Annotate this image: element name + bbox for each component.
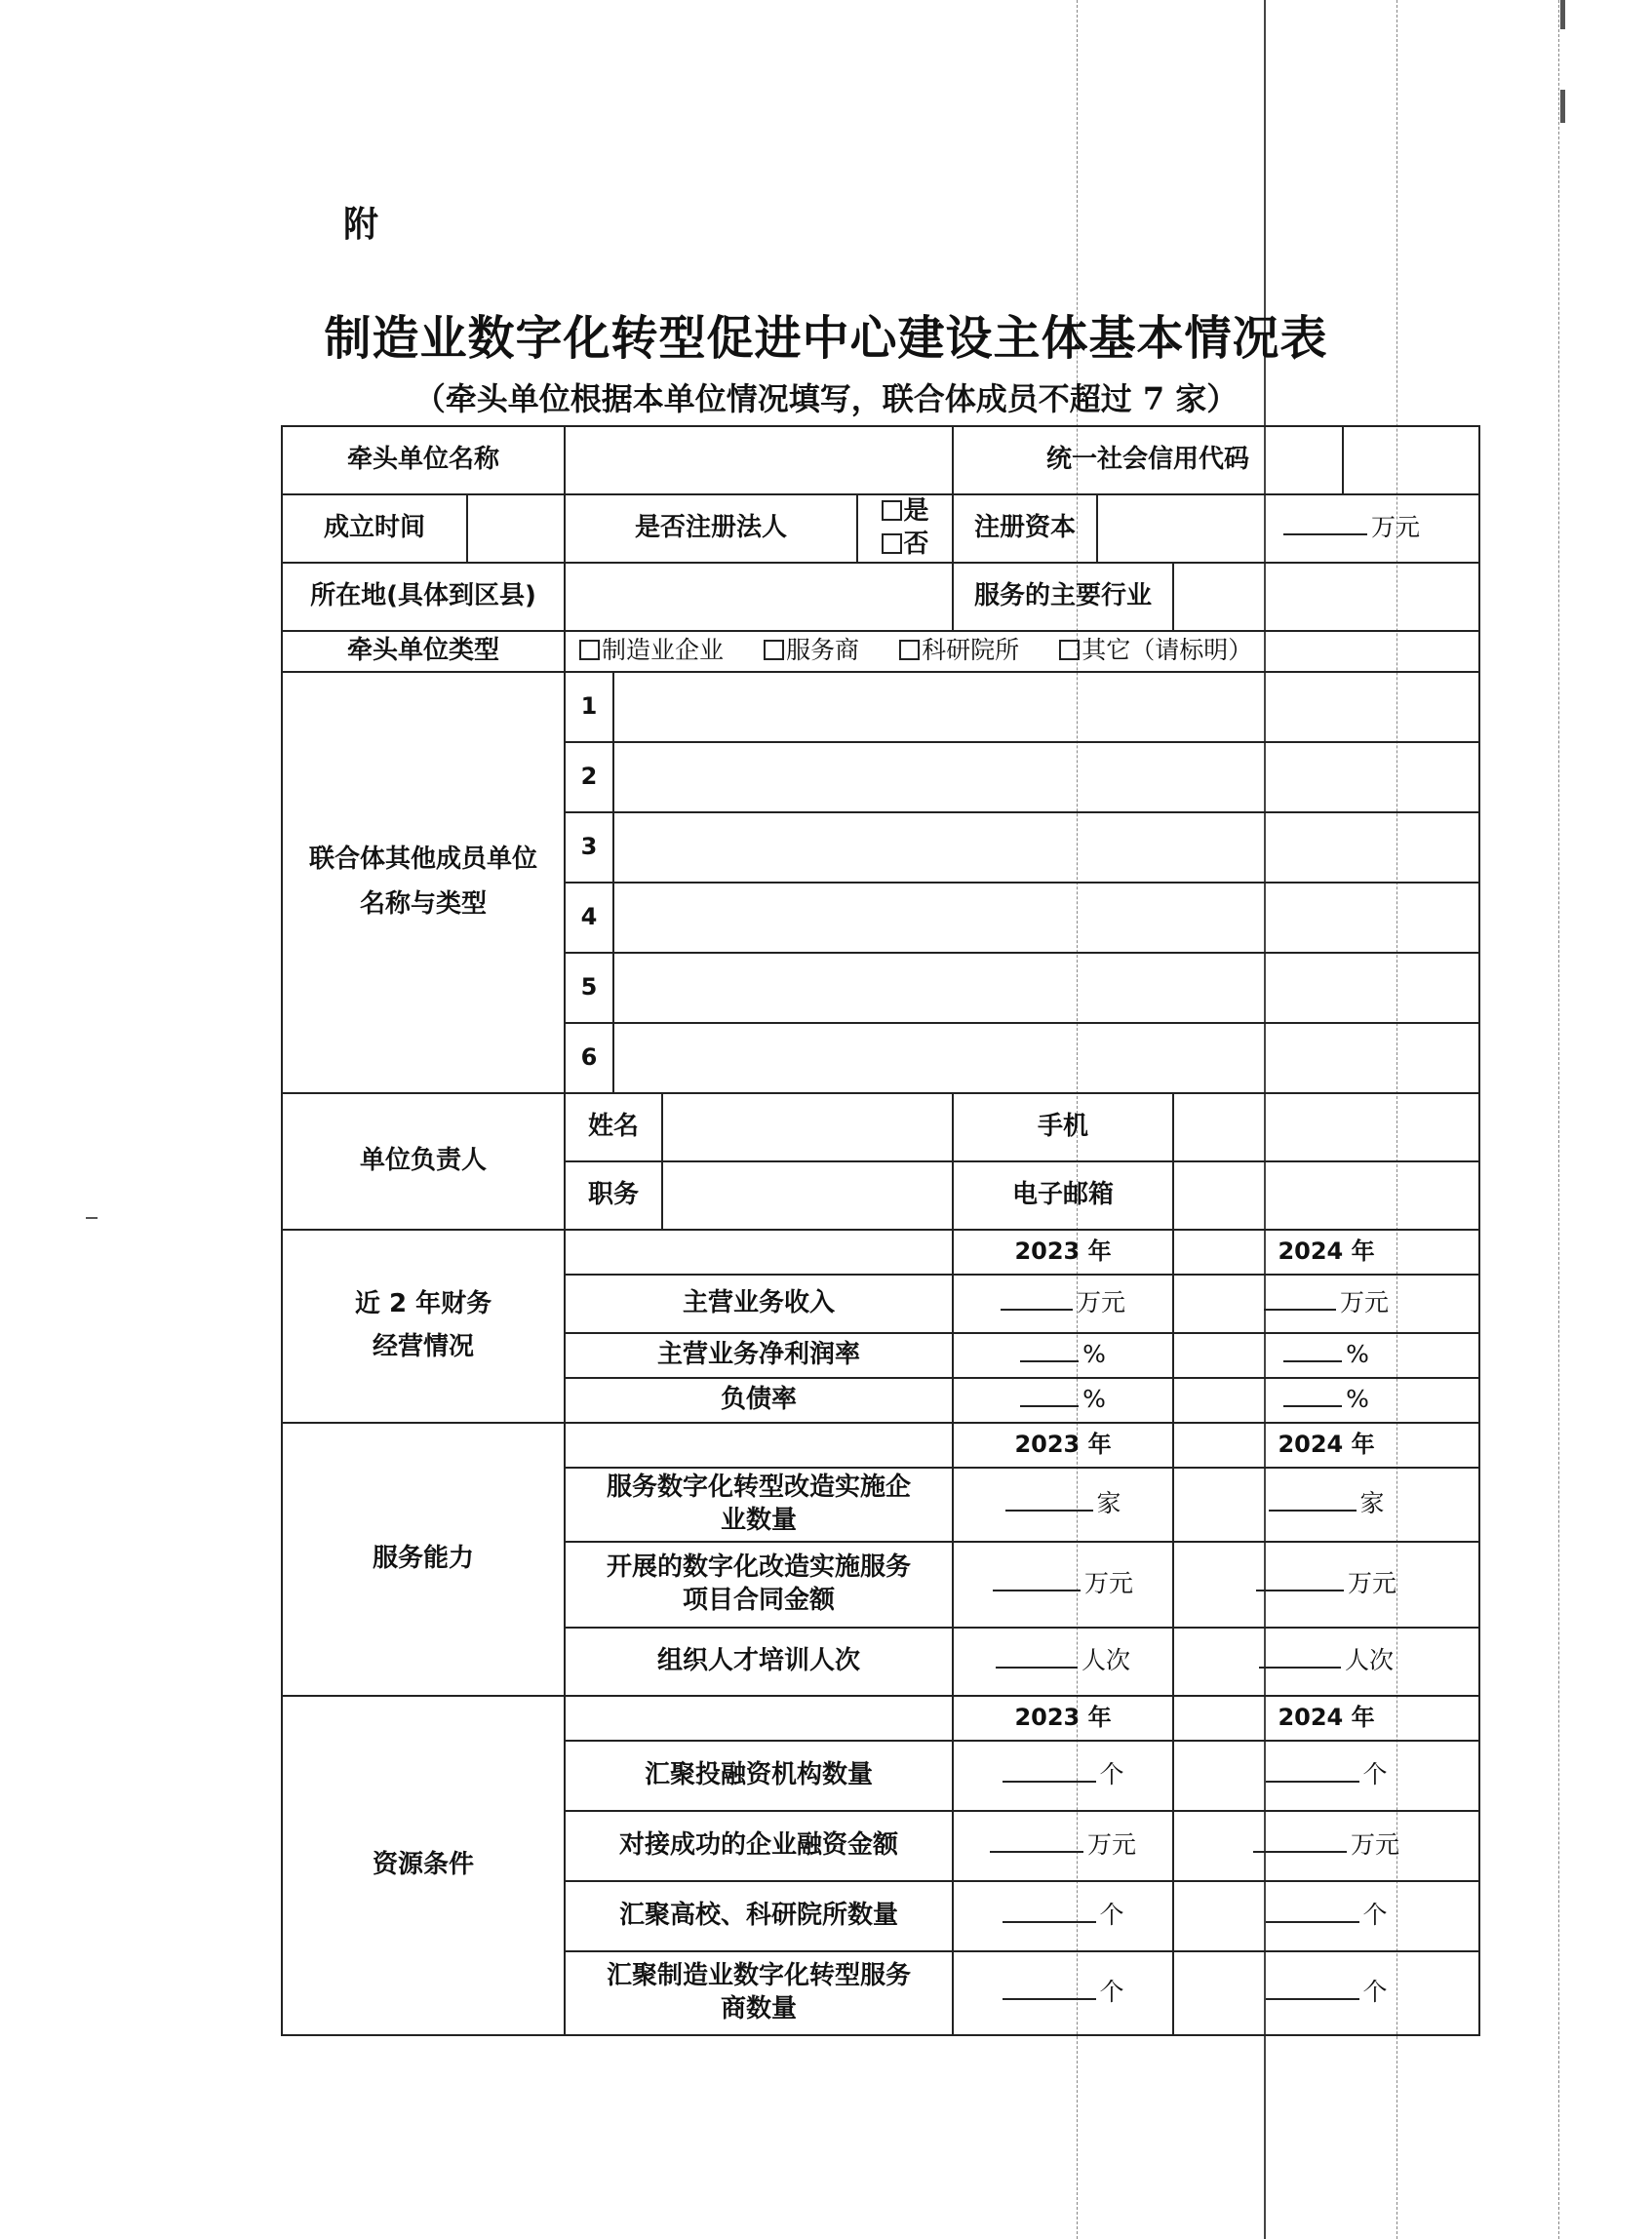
finance-row-label: 负债率 bbox=[565, 1378, 953, 1423]
input-blank bbox=[1256, 1589, 1344, 1591]
input-blank bbox=[1266, 1920, 1359, 1923]
row-unit-type bbox=[282, 631, 1479, 672]
service-2024-field[interactable]: 家 bbox=[1173, 1468, 1479, 1542]
input-blank bbox=[1264, 1308, 1336, 1311]
founded-field[interactable] bbox=[467, 494, 565, 563]
person-name-label: 姓名 bbox=[565, 1093, 662, 1161]
service-2023-field[interactable]: 人次 bbox=[953, 1628, 1173, 1696]
capital-blank bbox=[1283, 532, 1367, 535]
checkbox-research-institute[interactable] bbox=[899, 640, 920, 660]
resources-row-label: 汇聚制造业数字化转型服务 商数量 bbox=[565, 1951, 953, 2035]
lead-unit-name-field[interactable] bbox=[565, 426, 953, 494]
year-2024-label: 2024 年 bbox=[1173, 1230, 1479, 1275]
input-blank bbox=[1020, 1404, 1079, 1407]
resources-2023-field[interactable]: 个 bbox=[953, 1741, 1173, 1811]
service-2023-field[interactable]: 万元 bbox=[953, 1542, 1173, 1628]
consortium-row bbox=[282, 672, 1479, 742]
consortium-label: 联合体其他成员单位 名称与类型 bbox=[282, 672, 565, 1093]
input-blank bbox=[1005, 1509, 1093, 1512]
input-blank bbox=[1003, 1997, 1096, 2000]
service-2024-field[interactable]: 万元 bbox=[1173, 1542, 1479, 1628]
consortium-row-number: 6 bbox=[565, 1023, 613, 1093]
input-blank bbox=[1266, 1780, 1359, 1783]
service-2024-field[interactable]: 人次 bbox=[1173, 1628, 1479, 1696]
consortium-member-field[interactable] bbox=[613, 883, 1479, 953]
input-blank bbox=[1269, 1509, 1357, 1512]
row-lead-unit-name bbox=[282, 426, 1479, 494]
resources-header-blank bbox=[565, 1696, 953, 1741]
consortium-row-number: 5 bbox=[565, 953, 613, 1023]
finance-2024-field[interactable]: 万元 bbox=[1173, 1275, 1479, 1333]
year-2023-label: 2023 年 bbox=[953, 1423, 1173, 1468]
finance-label: 近 2 年财务 经营情况 bbox=[282, 1230, 565, 1423]
input-blank bbox=[1283, 1404, 1342, 1407]
resources-2024-field[interactable]: 个 bbox=[1173, 1951, 1479, 2035]
credit-code-field[interactable] bbox=[1343, 426, 1479, 494]
resources-label: 资源条件 bbox=[282, 1696, 565, 2035]
input-blank bbox=[1266, 1997, 1359, 2000]
checkbox-manufacturer[interactable] bbox=[579, 640, 600, 660]
type-option-research-institute[interactable]: 科研院所 bbox=[899, 635, 1019, 667]
registered-capital-label: 注册资本 bbox=[953, 494, 1097, 563]
resources-2024-field[interactable]: 个 bbox=[1173, 1881, 1479, 1951]
service-row-label: 组织人才培训人次 bbox=[565, 1628, 953, 1696]
consortium-row-number: 4 bbox=[565, 883, 613, 953]
year-2023-label: 2023 年 bbox=[953, 1696, 1173, 1741]
resources-2023-field[interactable]: 个 bbox=[953, 1951, 1173, 2035]
service-row-label: 服务数字化转型改造实施企 业数量 bbox=[565, 1468, 953, 1542]
founded-label: 成立时间 bbox=[282, 494, 467, 563]
responsible-person-label: 单位负责人 bbox=[282, 1093, 565, 1230]
finance-2024-field[interactable]: % bbox=[1173, 1378, 1479, 1423]
consortium-member-field[interactable] bbox=[613, 953, 1479, 1023]
resources-row-label: 汇聚高校、科研院所数量 bbox=[565, 1881, 953, 1951]
location-field[interactable] bbox=[565, 563, 953, 631]
main-industry-field[interactable] bbox=[1173, 563, 1479, 631]
row-responsible-name bbox=[282, 1093, 1479, 1161]
form-title: 制造业数字化转型促进中心建设主体基本情况表 bbox=[324, 311, 1328, 366]
year-2024-label: 2024 年 bbox=[1173, 1423, 1479, 1468]
service-row-label: 开展的数字化改造实施服务 项目合同金额 bbox=[565, 1542, 953, 1628]
resources-2024-field[interactable]: 个 bbox=[1173, 1741, 1479, 1811]
scan-fleck bbox=[1560, 0, 1565, 29]
person-name-field[interactable] bbox=[662, 1093, 953, 1161]
resources-2023-field[interactable]: 个 bbox=[953, 1881, 1173, 1951]
input-blank bbox=[1259, 1666, 1341, 1669]
type-option-other[interactable]: 其它（请标明） bbox=[1059, 635, 1252, 667]
resources-year-header bbox=[282, 1696, 1479, 1741]
finance-2024-field[interactable]: % bbox=[1173, 1333, 1479, 1378]
input-blank bbox=[990, 1850, 1083, 1853]
lead-unit-name-label: 牵头单位名称 bbox=[282, 426, 565, 494]
checkbox-no[interactable] bbox=[882, 533, 902, 554]
checkbox-yes[interactable] bbox=[882, 500, 902, 521]
row-location bbox=[282, 563, 1479, 631]
checkbox-service-provider[interactable] bbox=[764, 640, 784, 660]
person-title-field[interactable] bbox=[662, 1161, 953, 1230]
location-label: 所在地(具体到区县) bbox=[282, 563, 565, 631]
is-legal-person-label: 是否注册法人 bbox=[565, 494, 857, 563]
main-industry-label: 服务的主要行业 bbox=[953, 563, 1173, 631]
legal-person-options bbox=[857, 494, 953, 563]
service-year-header bbox=[282, 1423, 1479, 1468]
resources-row-label: 汇聚投融资机构数量 bbox=[565, 1741, 953, 1811]
finance-2023-field[interactable]: % bbox=[953, 1378, 1173, 1423]
input-blank bbox=[993, 1589, 1081, 1591]
type-option-service-provider[interactable]: 服务商 bbox=[764, 635, 859, 667]
finance-row-label: 主营业务净利润率 bbox=[565, 1333, 953, 1378]
row-founded bbox=[282, 494, 1479, 563]
capital-unit: 万元 bbox=[1371, 513, 1421, 542]
service-2023-field[interactable]: 家 bbox=[953, 1468, 1173, 1542]
finance-header-blank bbox=[565, 1230, 953, 1275]
legal-person-no[interactable]: 否 bbox=[862, 529, 948, 562]
consortium-member-field[interactable] bbox=[613, 812, 1479, 883]
basic-info-table bbox=[281, 425, 1480, 2036]
input-blank bbox=[1283, 1359, 1342, 1362]
email-label: 电子邮箱 bbox=[953, 1161, 1173, 1230]
resources-2024-field[interactable]: 万元 bbox=[1173, 1811, 1479, 1881]
type-option-manufacturer[interactable]: 制造业企业 bbox=[579, 635, 724, 667]
year-2024-label: 2024 年 bbox=[1173, 1696, 1479, 1741]
consortium-row-number: 1 bbox=[565, 672, 613, 742]
scan-fleck bbox=[1560, 90, 1565, 123]
consortium-member-field[interactable] bbox=[613, 672, 1479, 742]
finance-2023-field[interactable]: 万元 bbox=[953, 1275, 1173, 1333]
person-title-label: 职务 bbox=[565, 1161, 662, 1230]
input-blank bbox=[1253, 1850, 1347, 1853]
email-field[interactable] bbox=[1173, 1161, 1479, 1230]
registered-capital-field[interactable] bbox=[1097, 494, 1479, 563]
finance-row-label: 主营业务收入 bbox=[565, 1275, 953, 1333]
input-blank bbox=[1020, 1359, 1079, 1362]
resources-2023-field[interactable]: 万元 bbox=[953, 1811, 1173, 1881]
legal-person-yes[interactable]: 是 bbox=[862, 495, 948, 529]
phone-field[interactable] bbox=[1173, 1093, 1479, 1161]
service-capability-label: 服务能力 bbox=[282, 1423, 565, 1696]
consortium-row-number: 3 bbox=[565, 812, 613, 883]
input-blank bbox=[996, 1666, 1078, 1669]
input-blank bbox=[1003, 1920, 1096, 1923]
form-subtitle: （牵头单位根据本单位情况填写，联合体成员不超过 7 家） bbox=[413, 380, 1239, 417]
phone-label: 手机 bbox=[953, 1093, 1173, 1161]
unit-type-options bbox=[565, 631, 1479, 672]
checkbox-other[interactable] bbox=[1059, 640, 1080, 660]
unit-type-label: 牵头单位类型 bbox=[282, 631, 565, 672]
finance-year-header bbox=[282, 1230, 1479, 1275]
scan-fleck bbox=[86, 1217, 98, 1219]
resources-row-label: 对接成功的企业融资金额 bbox=[565, 1811, 953, 1881]
consortium-row-number: 2 bbox=[565, 742, 613, 812]
input-blank bbox=[1003, 1780, 1096, 1783]
finance-2023-field[interactable]: % bbox=[953, 1333, 1173, 1378]
service-header-blank bbox=[565, 1423, 953, 1468]
attachment-label: 附 bbox=[343, 205, 379, 245]
consortium-member-field[interactable] bbox=[613, 742, 1479, 812]
consortium-member-field[interactable] bbox=[613, 1023, 1479, 1093]
credit-code-label: 统一社会信用代码 bbox=[953, 426, 1343, 494]
year-2023-label: 2023 年 bbox=[953, 1230, 1173, 1275]
input-blank bbox=[1001, 1308, 1073, 1311]
